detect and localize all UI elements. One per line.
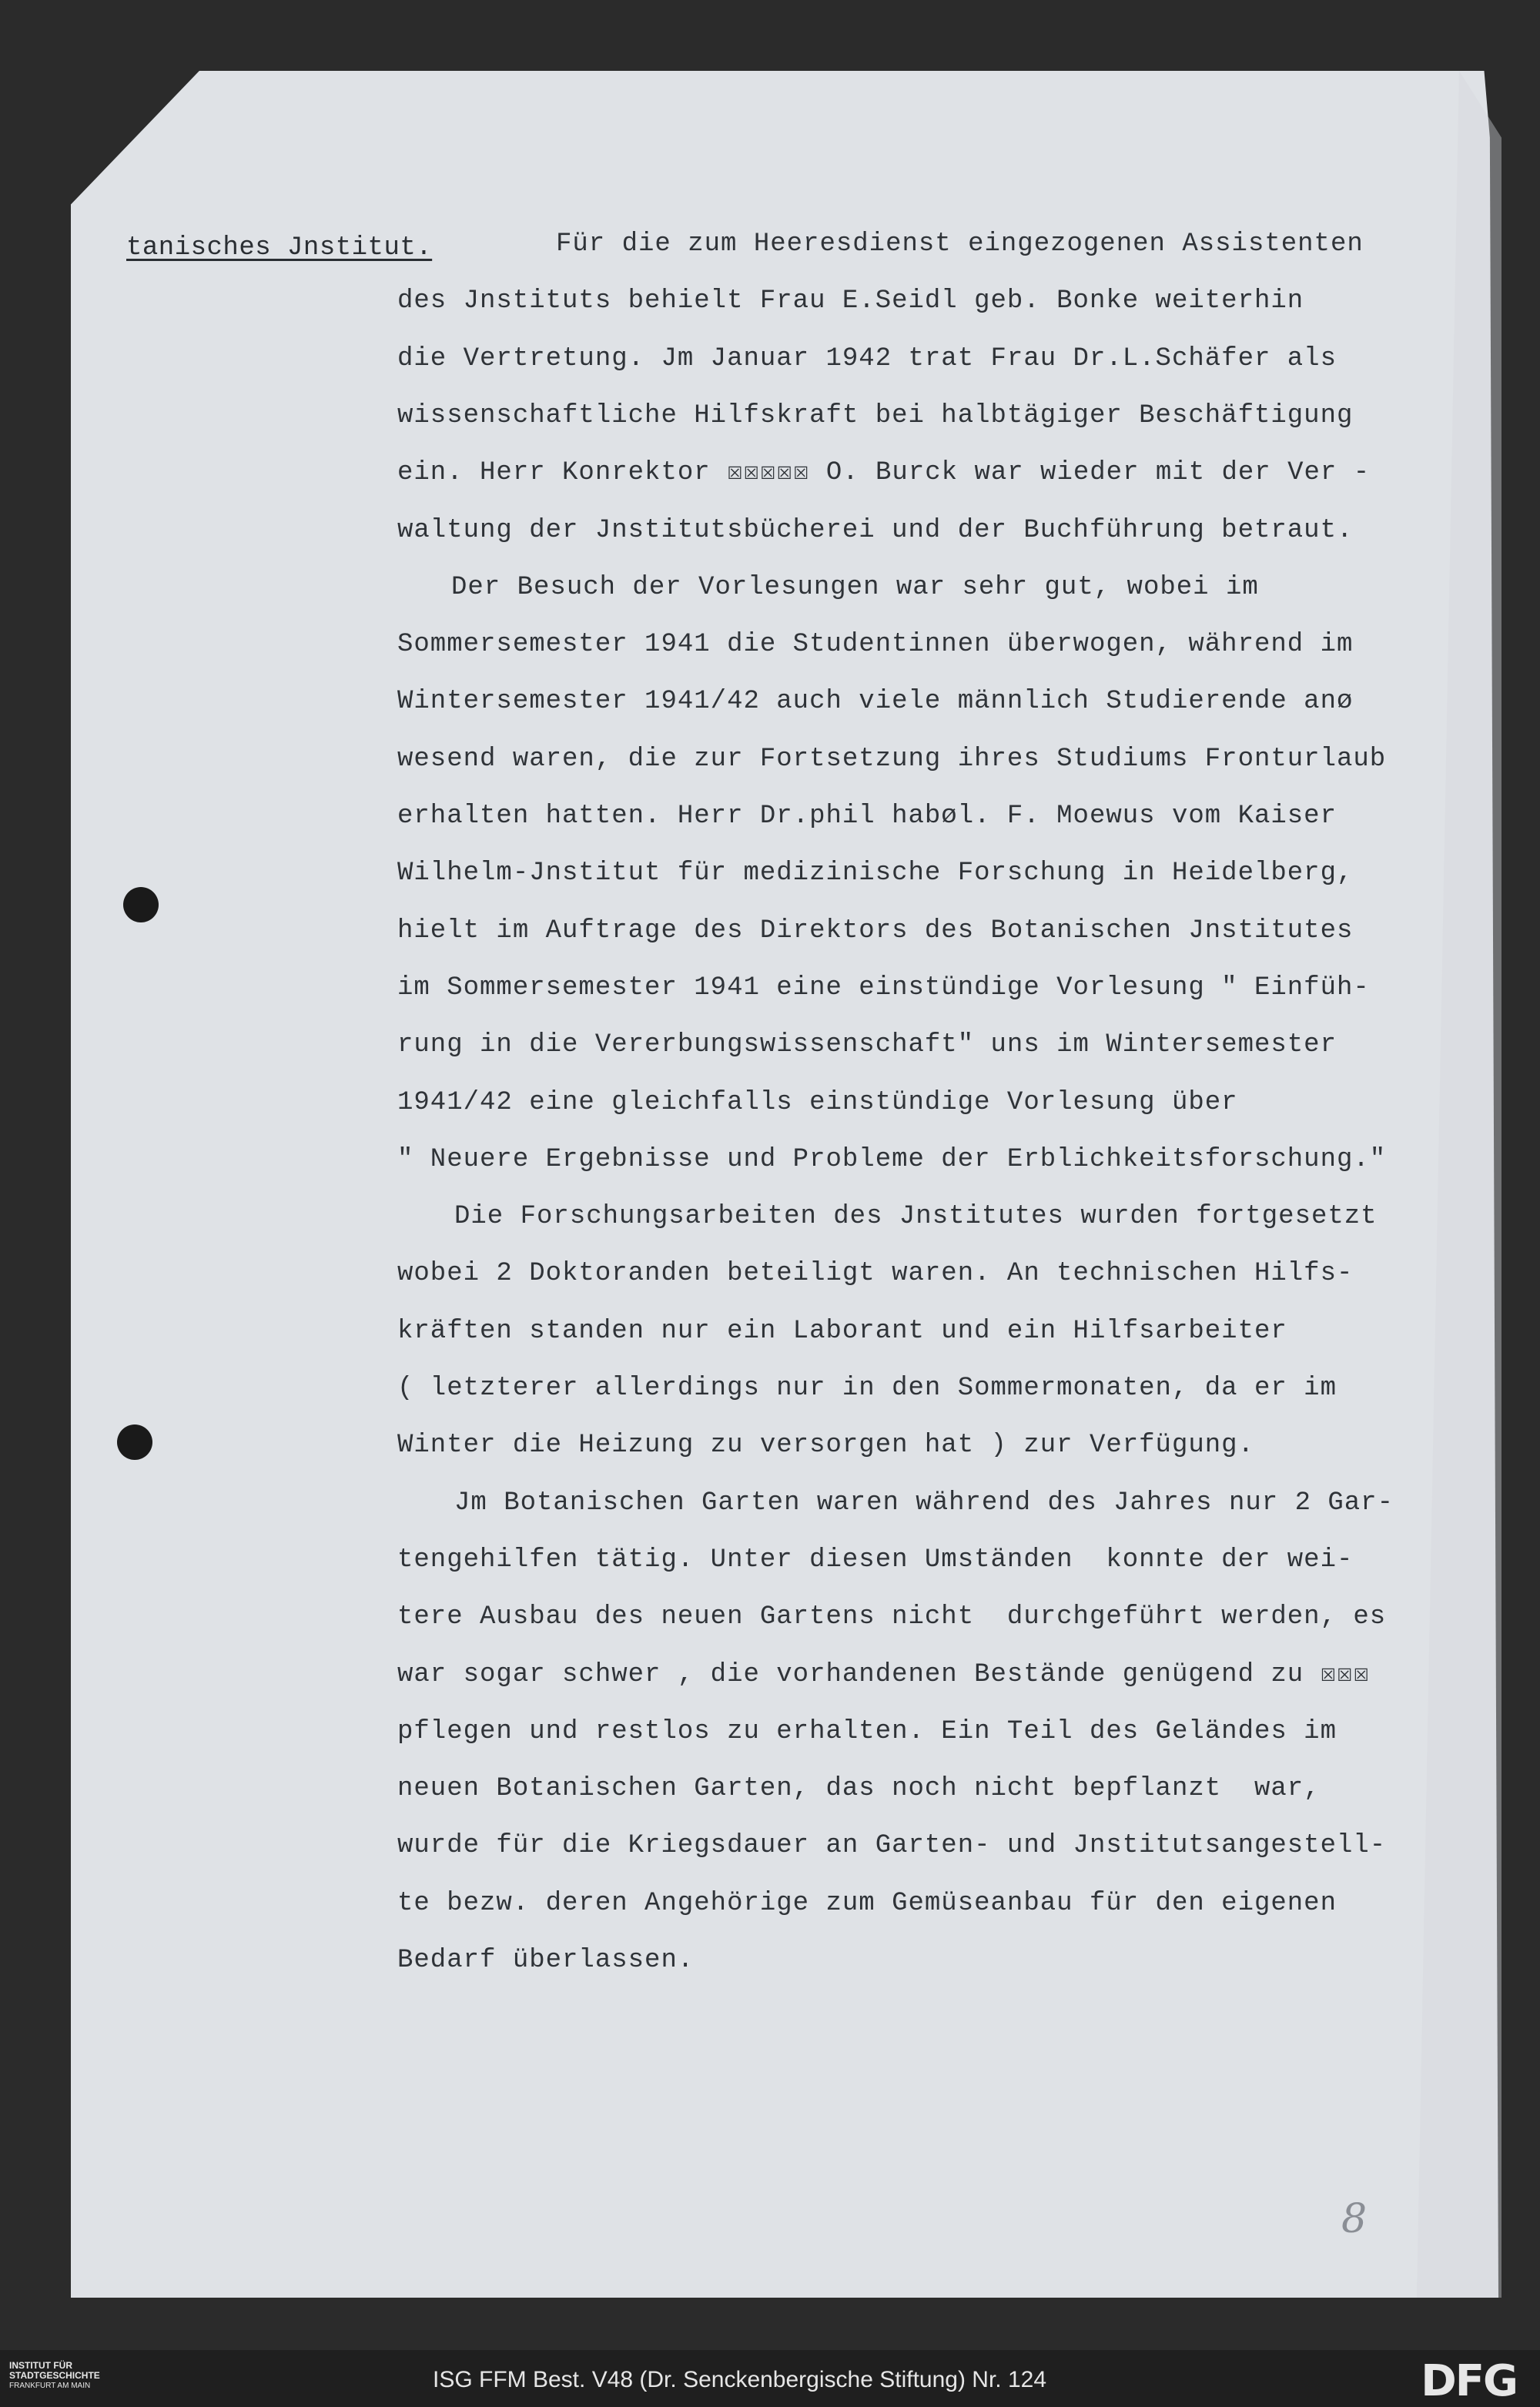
text-line: wissenschaftliche Hilfskraft bei halbtägiger Beschäftigung — [397, 401, 1354, 430]
text-line: Sommersemester 1941 die Studentinnen überwogen, während im — [397, 630, 1354, 659]
text-line: wurde für die Kriegsdauer an Garten- und Jnstitutsangestell- — [397, 1831, 1387, 1860]
text-line: im Sommersemester 1941 eine einstündige Vorlesung " Einfüh- — [397, 973, 1370, 1003]
dfg-logo: DFG — [1421, 2356, 1517, 2406]
text-line: des Jnstituts behielt Frau E.Seidl geb. Bonke weiterhin — [397, 286, 1304, 316]
institution-line: STADTGESCHICHTE — [9, 2370, 100, 2381]
text-line: hielt im Auftrage des Direktors des Botanischen Jnstitutes — [397, 916, 1354, 946]
text-line: waltung der Jnstitutsbücherei und der Buchführung betraut. — [397, 516, 1354, 545]
text-line: tengehilfen tätig. Unter diesen Umständen konnte der wei- — [397, 1545, 1354, 1575]
text-line: die Vertretung. Jm Januar 1942 trat Frau Dr.L.Schäfer als — [397, 344, 1337, 373]
institution-line: FRANKFURT AM MAIN — [9, 2382, 91, 2390]
text-line: te bezw. deren Angehörige zum Gemüseanbau für den eigenen — [397, 1889, 1337, 1918]
institution-line: INSTITUT FÜR — [9, 2360, 72, 2371]
text-line: Bedarf überlassen. — [397, 1946, 695, 1975]
text-line: tere Ausbau des neuen Gartens nicht durchgeführt werden, es — [397, 1602, 1387, 1632]
text-line: Winter die Heizung zu versorgen hat ) zur Verfügung. — [397, 1431, 1254, 1460]
text-line: wobei 2 Doktoranden beteiligt waren. An technischen Hilfs- — [397, 1259, 1354, 1288]
text-line: 1941/42 eine gleichfalls einstündige Vorlesung über — [397, 1088, 1238, 1117]
text-line: kräften standen nur ein Laborant und ein Hilfsarbeiter — [397, 1317, 1287, 1346]
archive-footer-bar — [0, 2350, 1540, 2407]
text-line: wesend waren, die zur Fortsetzung ihres Studiums Fronturlaub — [397, 745, 1387, 774]
text-line: Der Besuch der Vorlesungen war sehr gut, wobei im — [451, 573, 1259, 602]
section-heading: tanisches Jnstitut. — [126, 233, 433, 263]
text-line: war sogar schwer , die vorhandenen Bestände genügend zu ☒☒☒ — [397, 1660, 1370, 1689]
text-line: rung in die Vererbungswissenschaft" uns im Wintersemester — [397, 1030, 1337, 1060]
text-line: neuen Botanischen Garten, das noch nicht bepflanzt war, — [397, 1774, 1321, 1803]
text-line: Wintersemester 1941/42 auch viele männlich Studierende anø — [397, 687, 1354, 716]
archive-caption: ISG FFM Best. V48 (Dr. Senckenbergische Stiftung) Nr. 124 — [433, 2367, 1047, 2392]
text-line: pflegen und restlos zu erhalten. Ein Teil des Geländes im — [397, 1717, 1337, 1746]
text-line: erhalten hatten. Herr Dr.phil habøl. F. Moewus vom Kaiser — [397, 802, 1337, 831]
text-line: Wilhelm-Jnstitut für medizinische Forschung in Heidelberg, — [397, 859, 1354, 888]
text-line: Jm Botanischen Garten waren während des Jahres nur 2 Gar- — [454, 1488, 1394, 1518]
text-line: Die Forschungsarbeiten des Jnstitutes wurden fortgesetzt — [454, 1202, 1378, 1231]
text-line: ein. Herr Konrektor ☒☒☒☒☒ O. Burck war wieder mit der Ver - — [397, 458, 1371, 487]
punch-hole-bottom — [117, 1424, 152, 1460]
institution-logo — [9, 2361, 100, 2391]
text-line: " Neuere Ergebnisse und Probleme der Erblichkeitsforschung." — [397, 1145, 1387, 1174]
text-line: ( letzterer allerdings nur in den Sommermonaten, da er im — [397, 1374, 1337, 1403]
text-line: Für die zum Heeresdienst eingezogenen Assistenten — [556, 229, 1364, 259]
punch-hole-top — [123, 887, 159, 922]
page-number-mark: 8 — [1341, 2196, 1368, 2242]
